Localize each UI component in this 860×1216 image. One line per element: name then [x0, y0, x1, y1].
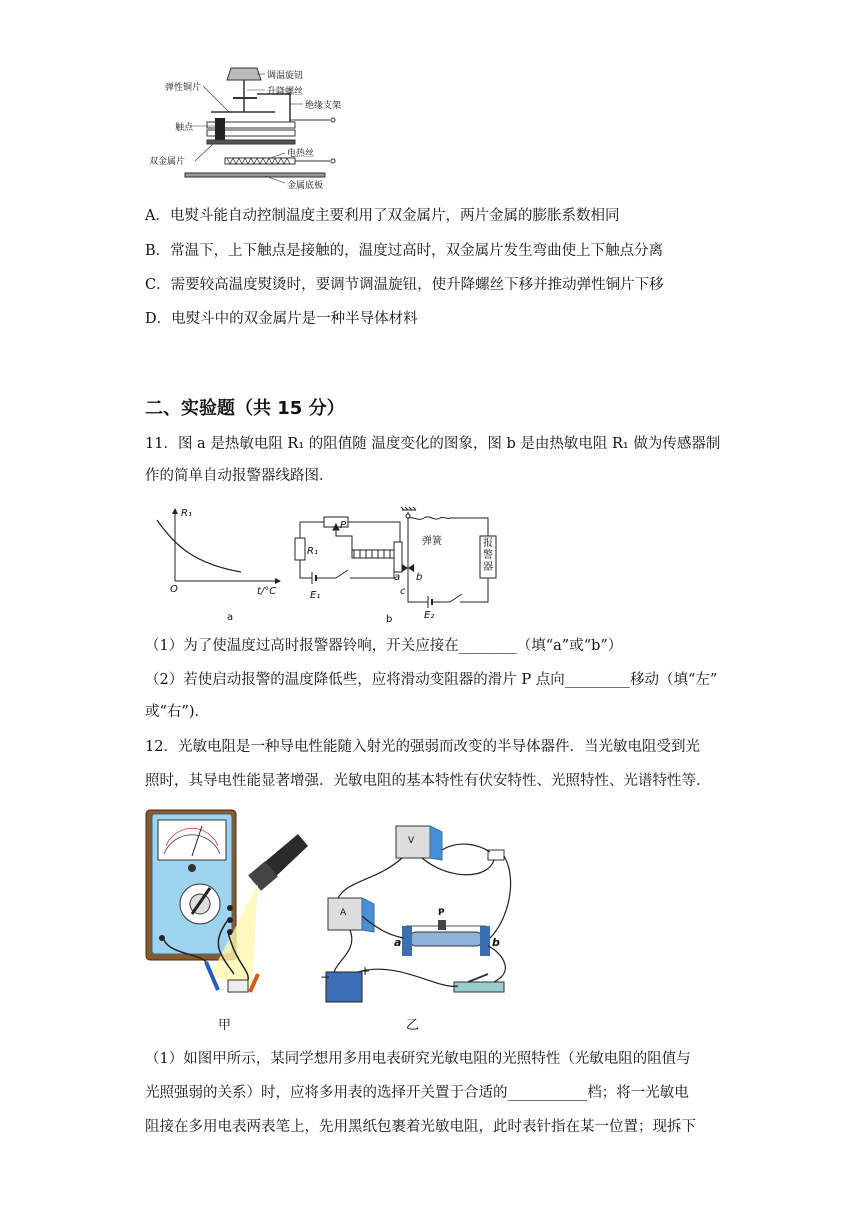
caption-a: a [227, 612, 234, 623]
q11-sub2-line2: 或“右”)． [145, 704, 209, 720]
q11-sub2-line1: （2）若使启动报警的温度降低些，应将滑动变阻器的滑片 P 点向_________移动（填“左” [145, 672, 718, 688]
graph-origin: O [170, 584, 178, 595]
label-a-meter: A [340, 908, 347, 918]
q11-line1: 11．图 a 是热敏电阻 R₁ 的阻值随 温度变化的图象，图 b 是由热敏电阻 R₁ 做为传感器制 [145, 436, 721, 452]
label-bimetal: 双金属片 [149, 157, 186, 167]
graph-xlabel: t/°C [257, 586, 277, 597]
q11-sub1: （1）为了使温度过高时报警器铃响，开关应接在________（填“a”或“b”） [145, 638, 623, 654]
label-v: V [408, 836, 415, 846]
q12-p1: （1）如图甲所示，某同学想用多用电表研究光敏电阻的光照特性（光敏电阻的阻值与 [145, 1051, 691, 1067]
caption-yi: 乙 [406, 1018, 420, 1033]
option-b: B．常温下，上下触点是接触的，温度过高时，双金属片发生弯曲使上下触点分离 [145, 243, 664, 259]
section-heading: 二、实验题（共 15 分） [145, 398, 345, 419]
circuit-e1: E₁ [310, 590, 321, 601]
circuit-spring: 弹簧 [422, 536, 442, 547]
label-base: 金属底板 [287, 181, 324, 191]
circuit-r1: R₁ [307, 546, 318, 557]
option-a: A．电熨斗能自动控制温度主要利用了双金属片，两片金属的膨胀系数相同 [145, 208, 620, 224]
figure-yi [318, 820, 528, 1033]
circuit-p: P [340, 520, 347, 531]
figure-a-graph [145, 506, 285, 626]
circuit-alarm: 报警器 [483, 538, 493, 573]
caption-jia: 甲 [218, 1018, 232, 1033]
label-minus: − [320, 970, 331, 984]
label-wire: 电热丝 [287, 149, 315, 159]
circuit-a: a [394, 572, 401, 583]
option-d: D．电熨斗中的双金属片是一种半导体材料 [145, 311, 418, 327]
q12-p2: 光照强弱的关系）时，应将多用表的选择开关置于合适的___________档；将一光敏电 [145, 1085, 689, 1101]
label-a-end: a [394, 936, 402, 949]
label-bracket: 绝缘支架 [305, 101, 342, 111]
graph-ylabel: R₁ [181, 508, 192, 519]
iron-figure [145, 58, 370, 193]
label-p: P [438, 908, 445, 918]
label-b-end: b [492, 936, 500, 949]
label-screw: 升降螺丝 [267, 87, 304, 97]
caption-b: b [386, 614, 393, 625]
label-contact: 触点 [175, 123, 194, 133]
label-plus: + [360, 964, 371, 978]
q11-line2: 作的简单自动报警器线路图． [145, 468, 334, 484]
q12-line1: 12．光敏电阻是一种导电性能随入射光的强弱而改变的半导体器件．当光敏电阻受到光 [145, 739, 700, 755]
circuit-c: c [400, 586, 406, 597]
circuit-b: b [416, 572, 423, 583]
figure-b-circuit [290, 506, 500, 626]
figure-jia [140, 804, 320, 1034]
label-knob: 调温旋钮 [267, 71, 304, 81]
q12-p3: 阻接在多用电表两表笔上，先用黑纸包裹着光敏电阻，此时表针指在某一位置；现拆下 [145, 1119, 696, 1135]
q12-line2: 照时，其导电性能显著增强．光敏电阻的基本特性有伏安特性、光照特性、光谱特性等． [145, 773, 711, 789]
option-c: C．需要较高温度熨烫时，要调节调温旋钮，使升降螺丝下移并推动弹性铜片下移 [145, 277, 664, 293]
circuit-e2: E₂ [424, 610, 435, 621]
label-copper: 弹性铜片 [165, 83, 202, 93]
